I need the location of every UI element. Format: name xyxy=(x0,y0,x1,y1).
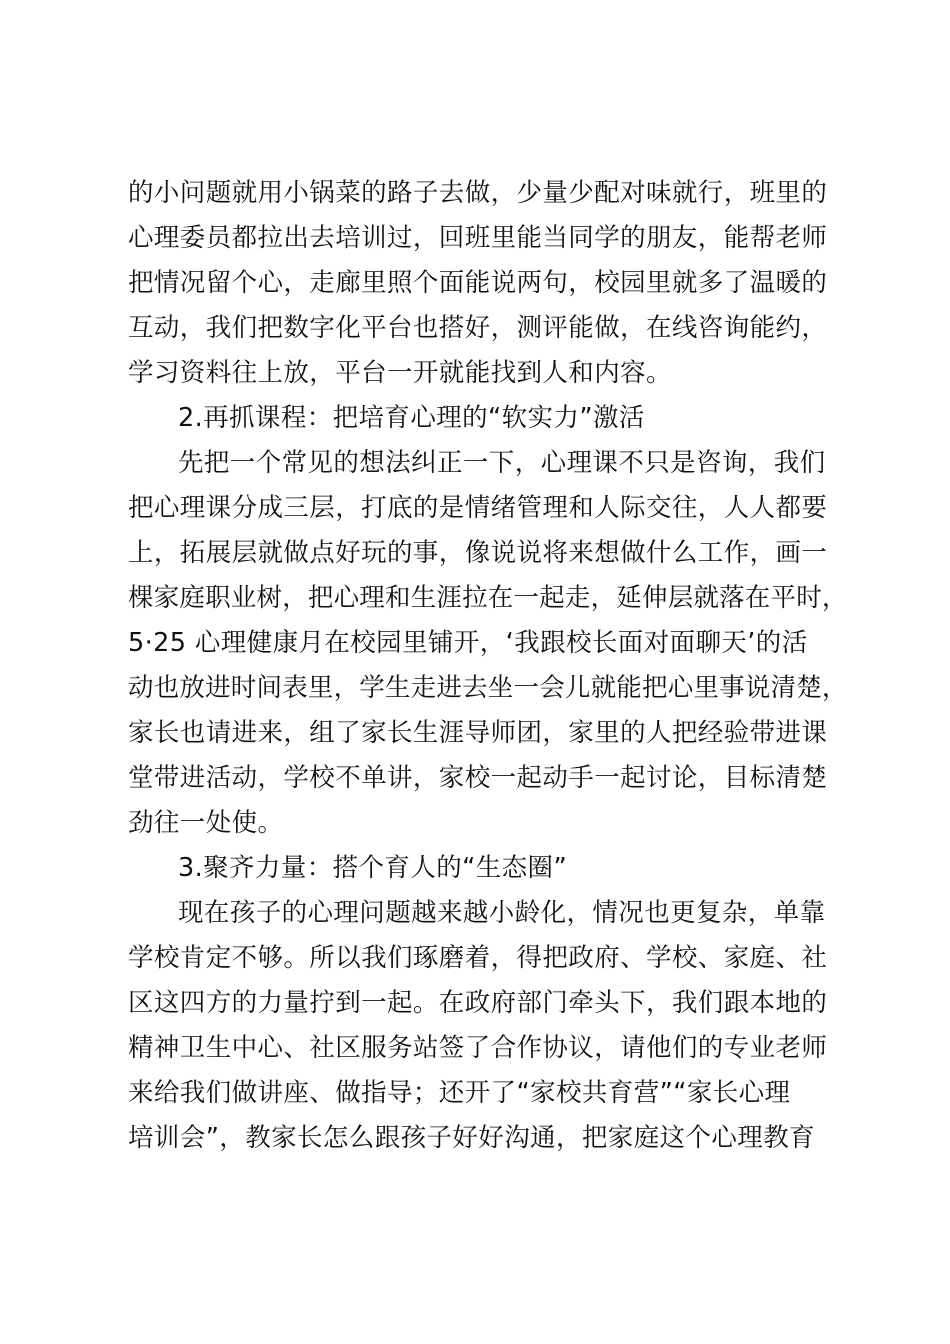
paragraph-1-line-1: 的小问题就用小锅菜的路子去做，少量少配对味就行，班里的 xyxy=(128,178,828,208)
paragraph-3-line-2: 学校肯定不够。所以我们琢磨着，得把政府、学校、家庭、社 xyxy=(128,943,828,973)
paragraph-2-line-6: 动也放进时间表里，学生走进去坐一会儿就能把心里事说清楚， xyxy=(128,673,848,703)
paragraph-1-line-4: 互动，我们把数字化平台也搭好，测评能做，在线咨询能约， xyxy=(128,313,828,343)
paragraph-3-line-5: 来给我们做讲座、做指导；还开了“家校共育营”“家长心理 xyxy=(128,1078,791,1108)
paragraph-2-line-3: 上，拓展层就做点好玩的事，像说说将来想做什么工作，画一 xyxy=(128,538,828,568)
paragraph-2-line-2: 把心理课分成三层，打底的是情绪管理和人际交往，人人都要 xyxy=(128,493,828,523)
paragraph-2-line-8: 堂带进活动，学校不单讲，家校一起动手一起讨论，目标清楚 xyxy=(128,763,828,793)
paragraph-1-line-3: 把情况留个心，走廊里照个面能说两句，校园里就多了温暖的 xyxy=(128,268,828,298)
section-heading-2: 2.再抓课程：把培育心理的“软实力”激活 xyxy=(178,403,645,433)
paragraph-3-line-4: 精神卫生中心、社区服务站签了合作协议，请他们的专业老师 xyxy=(128,1033,828,1063)
paragraph-1-line-5: 学习资料往上放，平台一开就能找到人和内容。 xyxy=(128,358,672,388)
section-heading-3: 3.聚齐力量：搭个育人的“生态圈” xyxy=(178,853,568,883)
paragraph-2-line-5: 5·25 心理健康月在校园里铺开，‘我跟校长面对面聊天’的活 xyxy=(128,628,808,658)
paragraph-3-line-6: 培训会”，教家长怎么跟孩子好好沟通，把家庭这个心理教育 xyxy=(128,1123,816,1153)
paragraph-2-line-7: 家长也请进来，组了家长生涯导师团，家里的人把经验带进课 xyxy=(128,718,828,748)
paragraph-3-line-1: 现在孩子的心理问题越来越小龄化，情况也更复杂，单靠 xyxy=(178,898,826,928)
paragraph-2-line-9: 劲往一处使。 xyxy=(128,808,284,838)
paragraph-3-line-3: 区这四方的力量拧到一起。在政府部门牵头下，我们跟本地的 xyxy=(128,988,828,1018)
paragraph-2-line-4: 棵家庭职业树，把心理和生涯拉在一起走，延伸层就落在平时， xyxy=(128,583,848,613)
paragraph-1-line-2: 心理委员都拉出去培训过，回班里能当同学的朋友，能帮老师 xyxy=(128,223,828,253)
paragraph-2-line-1: 先把一个常见的想法纠正一下，心理课不只是咨询，我们 xyxy=(178,448,826,478)
